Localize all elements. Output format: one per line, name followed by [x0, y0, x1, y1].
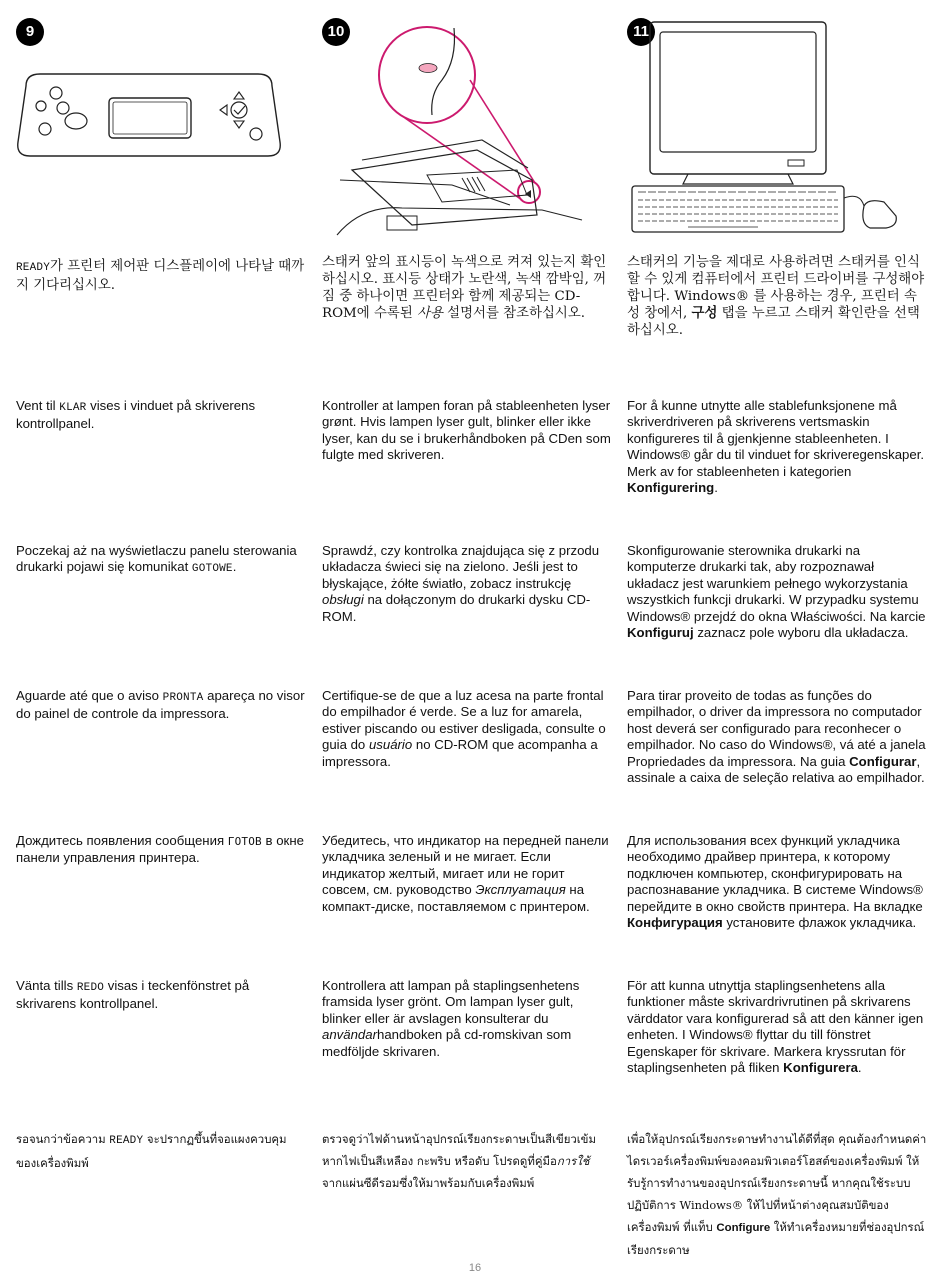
check-button-icon	[231, 102, 247, 118]
control-panel-illustration	[14, 68, 284, 160]
step-number-10: 10	[322, 18, 350, 46]
step10-swedish: Kontrollera att lampan på staplingsenhetens framsida lyser grönt. Om lampan lyser gult, blinker eller är avslagen konsulterar du användarhandboken på cd-romskivan som medföljde skrivaren.	[322, 978, 580, 1059]
step10-korean: 스태커 앞의 표시등이 녹색으로 켜져 있는지 확인하십시오. 표시등 상태가 노란색, 녹색 깜박임, 꺼짐 중 하나이면 프린터와 함께 제공되는 CD-ROM에 수록된 사용 설명서를 참조하십시오.	[322, 255, 607, 321]
step9-portuguese: Aguarde até que o aviso PRONTA apareça no visor do painel de controle da impressora.	[16, 688, 305, 722]
step11-polish: Skonfigurowanie sterownika drukarki na komputerze drukarki tak, aby rozpoznawał układacz jest warunkiem pełnego wykorzystania wszystkich funkcji drukarki. W przypadku systemu Windows® przejdź do okna Właściwości. Na karcie Konfiguruj zaznacz pole wyboru dla układacza.	[627, 543, 926, 641]
step10-norwegian: Kontroller at lampen foran på stableenheten lyser grønt. Hvis lampen lyser gult, blinker eller ikke lyser, kan du se i brukerhåndboken på CDen som fulgte med skriveren.	[322, 398, 611, 463]
step11-thai: เพื่อให้อุปกรณ์เรียงกระดาษทำงานได้ดีที่สุด คุณต้องกำหนดค่าไดรเวอร์เครื่องพิมพ์ของคอมพิวเตอร์โฮสต์ของเครื่องพิมพ์ ให้รับรู้การทำงานของอุปกรณ์เรียงกระดาษนี้ หากคุณใช้ระบบปฏิบัติการ Windows® ให้ไปที่หน้าต่างคุณสมบัติของเครื่องพิมพ์ ที่แท็บ Configure ให้ทำเครื่องหมายที่ช่องอุปกรณ์เรียงกระดาษ	[627, 1132, 927, 1257]
step10-thai: ตรวจดูว่าไฟด้านหน้าอุปกรณ์เรียงกระดาษเป็นสีเขียวเข้ม หากไฟเป็นสีเหลือง กะพริบ หรือดับ โปรดดูที่คู่มือการใช้ จากแผ่นซีดีรอมซึ่งให้มาพร้อมกับเครื่องพิมพ์	[322, 1132, 596, 1190]
step-number-9: 9	[16, 18, 44, 46]
step11-portuguese: Para tirar proveito de todas as funções do empilhador, o driver da impressora no computador host deverá ser configurado para reconhecer o empilhador. No caso do Windows®, vá até a janela Propriedades da impressora. Na guia Configurar, assinale a caixa de seleção relativa ao empilhador.	[627, 688, 926, 786]
step9-thai: รอจนกว่าข้อความ READY จะปรากฏขึ้นที่จอแผงควบคุมของเครื่องพิมพ์	[16, 1132, 287, 1170]
computer-illustration	[628, 20, 900, 236]
step11-swedish: För att kunna utnyttja staplingsenhetens alla funktioner måste skrivardrivrutinen på skrivarens värddator vara konfigurerad så att den känner igen enheten. I Windows® flyttar du till fönstret Egenskaper för skrivare. Markera kryssrutan för staplingsenheten på fliken Konfigurera.	[627, 978, 924, 1076]
step10-polish: Sprawdź, czy kontrolka znajdująca się z przodu układacza świeci się na zielono. Jeśli jest to błyskające, żółte światło, zobacz instrukcję obsługi na dołączonym do drukarki dysku CD-ROM.	[322, 543, 600, 624]
step11-korean: 스태커의 기능을 제대로 사용하려면 스태커를 인식할 수 있게 컴퓨터에서 프린터 드라이버를 구성해야 합니다. Windows® 를 사용하는 경우, 프린터 속성 창에서, 구성 탭을 누르고 스태커 확인란을 선택하십시오.	[627, 255, 925, 338]
step9-polish: Poczekaj aż na wyświetlaczu panelu sterowania drukarki pojawi się komunikat GOTOWE.	[16, 543, 297, 576]
step9-norwegian: Vent til KLAR vises i vinduet på skriverens kontrollpanel.	[16, 398, 256, 432]
display-screen-icon	[109, 98, 191, 138]
step-number-11: 11	[627, 18, 655, 46]
page-number: 16	[468, 1262, 482, 1274]
indicator-light-icon	[419, 64, 437, 73]
step9-russian: Дождитесь появления сообщения ГОТОВ в окне панели управления принтера.	[16, 833, 304, 866]
ready-message: READY	[16, 262, 51, 274]
step10-russian: Убедитесь, что индикатор на передней панели укладчика зеленый и не мигает. Если индикатор желтый, мигает или не горит совсем, см. руководство Эксплуатация на компакт-диске, поставляемом с принтером.	[322, 833, 609, 914]
stacker-light-illustration	[332, 20, 588, 238]
step10-portuguese: Certifique-se de que a luz acesa na parte frontal do empilhador é verde. Se a luz for amarela, estiver piscando ou estiver desligada, consulte o guia do usuário no CD-ROM que acompanha a impressora.	[322, 688, 606, 769]
step11-russian: Для использования всех функций укладчика необходимо драйвер принтера, к которому подключен компьютер, сконфигурировать на распознавание укладчика. В системе Windows® перейдите в окно свойств принтера. На вкладке Конфигурация установите флажок укладчика.	[627, 833, 923, 931]
monitor-icon	[650, 22, 826, 174]
step11-norwegian: For å kunne utnytte alle stablefunksjonene må skriverdriveren på skriverens vertsmaskin konfigureres til å gjenkjenne stableenheten. I Windows® går du til vinduet for skriveregenskaper. Merk av for stableenheten i kategorien Konfigurering.	[627, 398, 925, 496]
mouse-icon	[863, 201, 896, 228]
keyboard-icon	[632, 186, 844, 232]
step9-swedish: Vänta tills REDO visas i teckenfönstret på skrivarens kontrollpanel.	[16, 978, 250, 1012]
step9-korean: READY가 프린터 제어판 디스플레이에 나타날 때까지 기다리십시오.	[16, 259, 305, 293]
